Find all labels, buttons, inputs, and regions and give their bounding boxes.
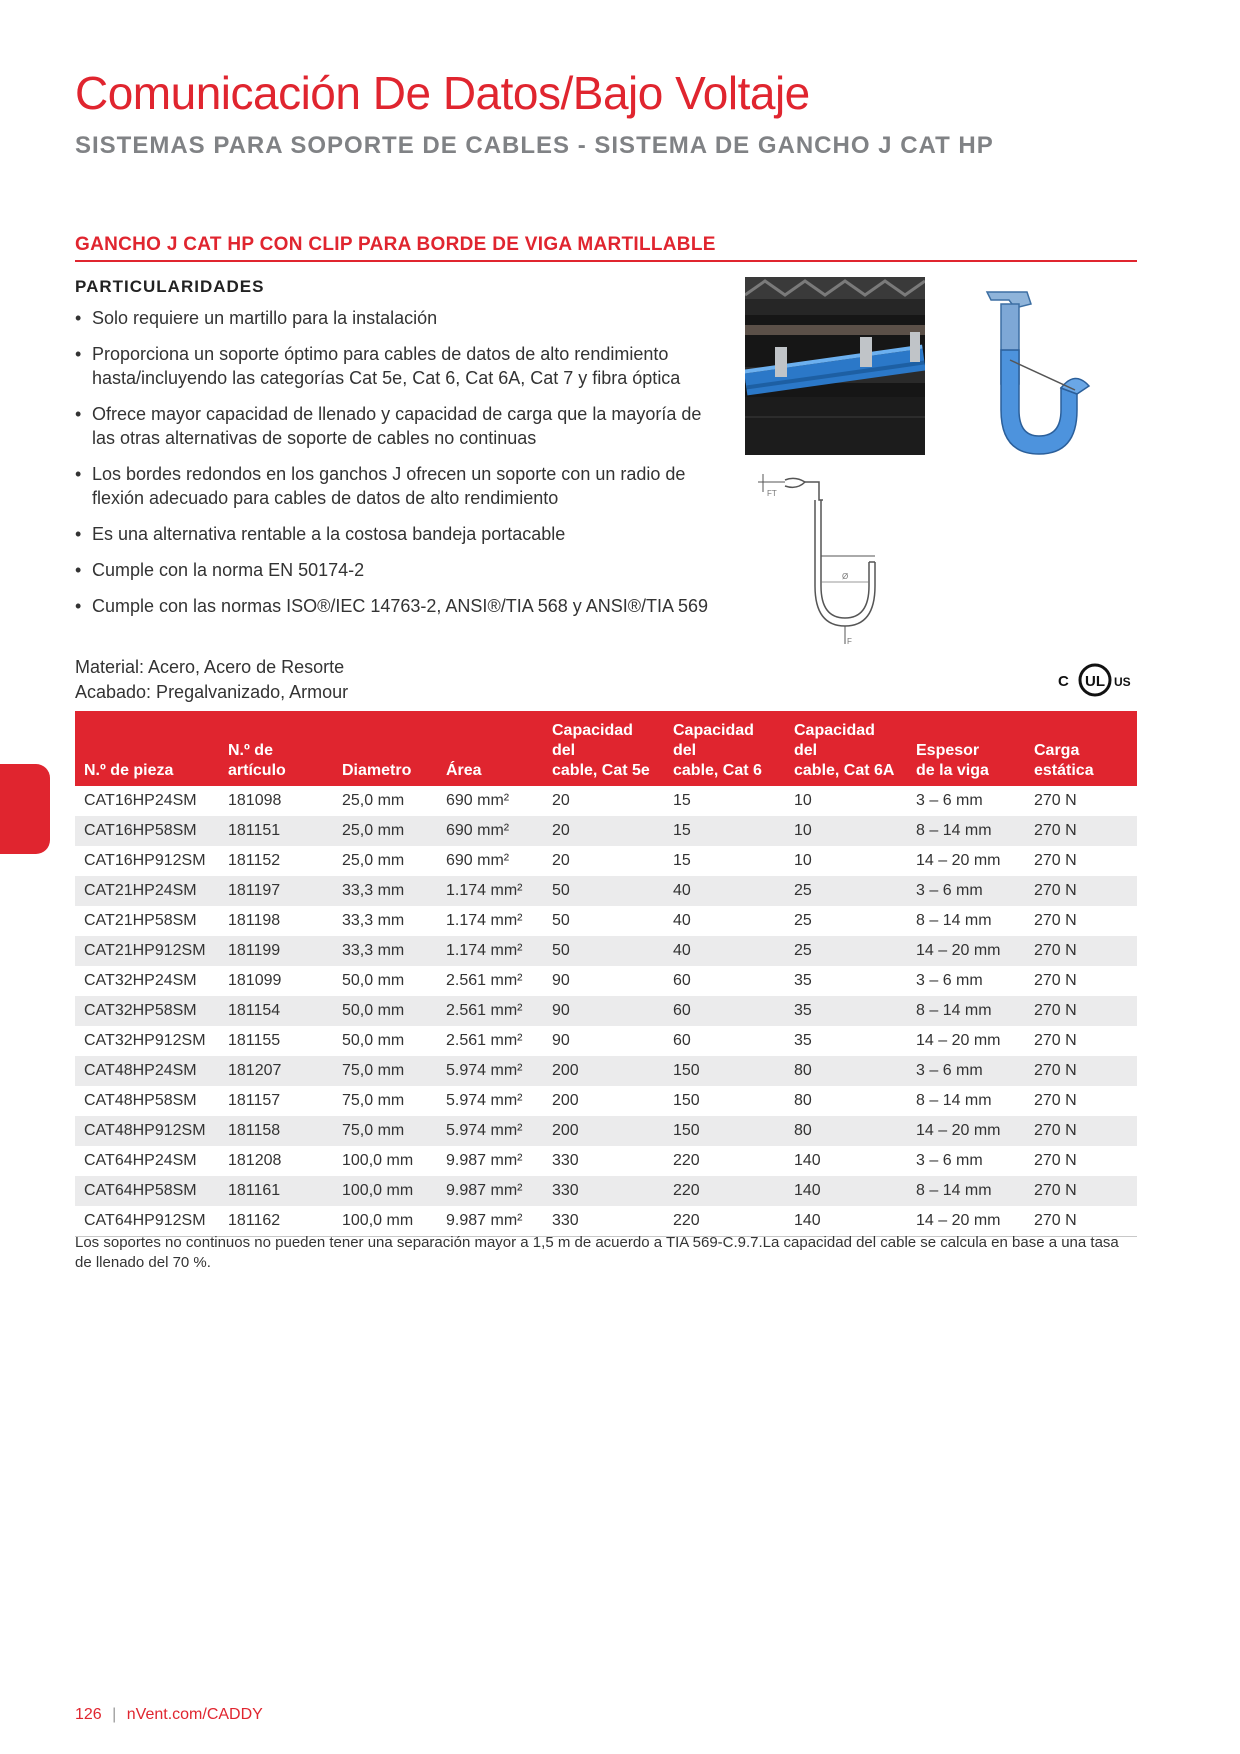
specifications-table xyxy=(75,711,1137,1237)
col-header-diameter: Diametro xyxy=(333,711,437,786)
cell-capacity-cat5e: 330 xyxy=(552,1152,579,1169)
cell-area: 1.174 mm² xyxy=(446,912,523,929)
cell-part-number: CAT16HP912SM xyxy=(84,852,206,869)
cell-static-load: 270 N xyxy=(1034,912,1077,929)
feature-item: • Solo requiere un martillo para la instalación xyxy=(75,306,715,330)
cell-static-load: 270 N xyxy=(1025,816,1137,846)
cell-beam-thickness: 3 – 6 mm xyxy=(907,1056,1025,1086)
cell-part-number: CAT21HP58SM xyxy=(84,912,197,929)
cell-capacity-cat5e: 20 xyxy=(543,816,664,846)
feature-item: • Ofrece mayor capacidad de llenado y capacidad de carga que la mayoría de las otras alternativas de soporte de cables no continuas xyxy=(75,402,715,450)
cell-capacity-cat5e: 90 xyxy=(543,996,664,1026)
cell-area: 9.987 mm² xyxy=(437,1176,543,1206)
cell-static-load: 270 N xyxy=(1025,1206,1137,1237)
cell-capacity-cat6: 150 xyxy=(664,1116,785,1146)
cell-diameter: 75,0 mm xyxy=(333,1116,437,1146)
cell-capacity-cat6a: 10 xyxy=(785,816,907,846)
cell-capacity-cat5e: 90 xyxy=(552,972,570,989)
features-heading: PARTICULARIDADES xyxy=(75,277,265,296)
cell-capacity-cat6: 60 xyxy=(673,1032,691,1049)
cell-capacity-cat6: 40 xyxy=(664,936,785,966)
cell-static-load: 270 N xyxy=(1025,996,1137,1026)
cell-beam-thickness: 8 – 14 mm xyxy=(907,816,1025,846)
cell-article-number: 181197 xyxy=(219,876,333,906)
cell-capacity-cat6: 60 xyxy=(673,972,691,989)
cell-diameter: 75,0 mm xyxy=(342,1092,405,1109)
cell-beam-thickness: 14 – 20 mm xyxy=(907,1206,1025,1237)
cell-beam-thickness: 3 – 6 mm xyxy=(916,972,983,989)
cell-part-number: CAT64HP58SM xyxy=(75,1176,219,1206)
cell-beam-thickness: 8 – 14 mm xyxy=(916,912,992,929)
table-row xyxy=(75,936,1137,966)
cell-part-number: CAT48HP24SM xyxy=(75,1056,219,1086)
website-link[interactable]: nVent.com/CADDY xyxy=(126,1706,263,1723)
cell-capacity-cat6: 150 xyxy=(673,1092,700,1109)
table-row xyxy=(75,816,1137,846)
table-row xyxy=(75,906,1137,936)
cell-capacity-cat5e: 50 xyxy=(543,876,664,906)
cell-beam-thickness: 3 – 6 mm xyxy=(916,1152,983,1169)
cell-beam-thickness: 8 – 14 mm xyxy=(907,996,1025,1026)
ul-c-label: C xyxy=(1058,673,1069,690)
cell-capacity-cat6: 220 xyxy=(673,1152,700,1169)
force-label: F xyxy=(847,637,852,646)
cell-capacity-cat5e: 20 xyxy=(552,792,570,809)
cell-diameter: 33,3 mm xyxy=(342,912,405,929)
cell-part-number: CAT21HP912SM xyxy=(75,936,219,966)
cell-article-number: 181099 xyxy=(228,972,282,989)
cell-capacity-cat6a: 80 xyxy=(785,1116,907,1146)
cell-diameter: 75,0 mm xyxy=(333,1056,437,1086)
cell-part-number: CAT32HP912SM xyxy=(84,1032,206,1049)
cell-diameter: 33,3 mm xyxy=(333,876,437,906)
cell-area: 5.974 mm² xyxy=(446,1092,523,1109)
cell-static-load: 270 N xyxy=(1034,852,1077,869)
cell-part-number: CAT48HP912SM xyxy=(75,1116,219,1146)
cell-capacity-cat5e: 20 xyxy=(552,852,570,869)
cell-area: 2.561 mm² xyxy=(437,996,543,1026)
product-heading: GANCHO J CAT HP CON CLIP PARA BORDE DE VIGA MARTILLABLE xyxy=(75,234,1137,262)
cell-capacity-cat6: 40 xyxy=(664,876,785,906)
col-header-capacity-cat5e: Capacidad del cable, Cat 5e xyxy=(543,711,664,786)
cell-static-load: 270 N xyxy=(1034,1152,1077,1169)
ul-label: UL xyxy=(1085,673,1105,690)
cell-static-load: 270 N xyxy=(1025,1056,1137,1086)
cell-part-number: CAT32HP58SM xyxy=(75,996,219,1026)
cell-diameter: 50,0 mm xyxy=(342,972,405,989)
cell-beam-thickness: 3 – 6 mm xyxy=(916,792,983,809)
cell-article-number: 181152 xyxy=(228,852,281,869)
footnote: Los soportes no continuos no pueden tener una separación mayor a 1,5 m de acuerdo a TIA 569-C.9.7.La capacidad del cable se calcula en base a una tasa de llenado del 70 %. xyxy=(75,1234,1119,1271)
cell-capacity-cat6a: 10 xyxy=(794,792,812,809)
cell-diameter: 50,0 mm xyxy=(333,996,437,1026)
cell-article-number: 181157 xyxy=(228,1092,281,1109)
cell-part-number: CAT64HP24SM xyxy=(84,1152,197,1169)
cell-beam-thickness: 8 – 14 mm xyxy=(916,1092,992,1109)
ft-label: FT xyxy=(767,489,777,498)
material-info xyxy=(75,655,348,705)
cell-area: 690 mm² xyxy=(446,792,510,809)
cell-diameter: 50,0 mm xyxy=(342,1032,405,1049)
feature-item: • Cumple con la norma EN 50174-2 xyxy=(75,558,715,582)
cell-capacity-cat5e: 200 xyxy=(543,1116,664,1146)
cell-capacity-cat6: 150 xyxy=(664,1056,785,1086)
cell-article-number: 181198 xyxy=(228,912,281,929)
product-image xyxy=(965,290,1095,460)
cell-static-load: 270 N xyxy=(1025,936,1137,966)
cell-beam-thickness: 14 – 20 mm xyxy=(907,1116,1025,1146)
cell-capacity-cat6: 15 xyxy=(673,792,691,809)
cell-diameter: 25,0 mm xyxy=(342,852,405,869)
cell-diameter: 100,0 mm xyxy=(333,1206,437,1237)
cell-area: 9.987 mm² xyxy=(437,1206,543,1237)
feature-item: • Cumple con las normas ISO®/IEC 14763-2, ANSI®/TIA 568 y ANSI®/TIA 569 xyxy=(75,594,715,618)
cell-diameter: 25,0 mm xyxy=(342,792,405,809)
cell-capacity-cat6: 15 xyxy=(664,816,785,846)
cell-part-number: CAT48HP58SM xyxy=(84,1092,197,1109)
cell-capacity-cat6a: 25 xyxy=(785,876,907,906)
cell-diameter: 33,3 mm xyxy=(333,936,437,966)
page-number: 126 xyxy=(75,1706,102,1723)
material-text: Material: Acero, Acero de Resorte xyxy=(75,657,345,677)
table-header-row xyxy=(75,711,1137,786)
cell-article-number: 181162 xyxy=(219,1206,333,1237)
feature-item: • Es una alternativa rentable a la costosa bandeja portacable xyxy=(75,522,715,546)
col-header-area: Área xyxy=(437,711,543,786)
cell-article-number: 181161 xyxy=(219,1176,333,1206)
cell-static-load: 270 N xyxy=(1034,1032,1077,1049)
installation-photo xyxy=(745,277,925,455)
cell-article-number: 181098 xyxy=(228,792,282,809)
cell-capacity-cat6: 220 xyxy=(664,1176,785,1206)
cell-capacity-cat5e: 50 xyxy=(552,912,570,929)
cell-article-number: 181207 xyxy=(219,1056,333,1086)
cell-article-number: 181158 xyxy=(219,1116,333,1146)
cell-static-load: 270 N xyxy=(1025,876,1137,906)
ul-certification-logo xyxy=(1058,661,1140,699)
cell-part-number: CAT16HP58SM xyxy=(75,816,219,846)
cell-beam-thickness: 14 – 20 mm xyxy=(907,936,1025,966)
cell-beam-thickness: 14 – 20 mm xyxy=(916,1032,1001,1049)
cell-capacity-cat6: 40 xyxy=(673,912,691,929)
cell-area: 2.561 mm² xyxy=(446,1032,523,1049)
cell-part-number: CAT16HP24SM xyxy=(84,792,197,809)
cell-area: 5.974 mm² xyxy=(437,1056,543,1086)
cell-area: 1.174 mm² xyxy=(437,876,543,906)
cell-article-number: 181155 xyxy=(228,1032,281,1049)
cell-part-number: CAT32HP24SM xyxy=(84,972,197,989)
page-title: Comunicación De Datos/Bajo Voltaje xyxy=(75,67,810,119)
cell-article-number: 181199 xyxy=(219,936,333,966)
section-tab xyxy=(0,764,50,854)
features-list xyxy=(75,306,715,630)
cell-capacity-cat5e: 200 xyxy=(543,1056,664,1086)
diameter-label: Ø xyxy=(842,572,849,581)
cell-capacity-cat6a: 140 xyxy=(785,1176,907,1206)
cell-article-number: 181151 xyxy=(219,816,333,846)
table-row xyxy=(75,1176,1137,1206)
cell-beam-thickness: 14 – 20 mm xyxy=(916,852,1001,869)
cell-static-load: 270 N xyxy=(1034,1092,1077,1109)
finish-text: Acabado: Pregalvanizado, Armour xyxy=(75,682,349,702)
col-header-beam-thickness: Espesor de la viga xyxy=(907,711,1025,786)
table-row xyxy=(75,1146,1137,1176)
technical-drawing xyxy=(755,466,905,652)
feature-item: • Proporciona un soporte óptimo para cables de datos de alto rendimiento hasta/incluyendo las categorías Cat 5e, Cat 6, Cat 6A, Cat 7 y fibra óptica xyxy=(75,342,715,390)
cell-capacity-cat5e: 90 xyxy=(552,1032,570,1049)
table-row xyxy=(75,846,1137,876)
cell-part-number: CAT64HP912SM xyxy=(75,1206,219,1237)
table-row xyxy=(75,996,1137,1026)
cell-capacity-cat6a: 25 xyxy=(785,936,907,966)
table-row xyxy=(75,1206,1137,1237)
table-row xyxy=(75,966,1137,996)
cell-static-load: 270 N xyxy=(1034,792,1077,809)
col-header-capacity-cat6: Capacidad del cable, Cat 6 xyxy=(664,711,785,786)
table-row xyxy=(75,876,1137,906)
col-header-article-number: N.º de artículo xyxy=(219,711,333,786)
table-row xyxy=(75,1086,1137,1116)
cell-capacity-cat6a: 140 xyxy=(785,1206,907,1237)
cell-static-load: 270 N xyxy=(1025,1116,1137,1146)
cell-beam-thickness: 8 – 14 mm xyxy=(907,1176,1025,1206)
cell-article-number: 181208 xyxy=(228,1152,282,1169)
cell-capacity-cat6a: 35 xyxy=(794,972,812,989)
cell-capacity-cat6: 60 xyxy=(664,996,785,1026)
table-row xyxy=(75,786,1137,816)
page-subtitle: SISTEMAS PARA SOPORTE DE CABLES - SISTEMA DE GANCHO J CAT HP xyxy=(75,132,994,159)
cell-area: 1.174 mm² xyxy=(437,936,543,966)
cell-area: 5.974 mm² xyxy=(437,1116,543,1146)
page-footer xyxy=(75,1706,263,1724)
cell-capacity-cat5e: 330 xyxy=(543,1206,664,1237)
cell-area: 2.561 mm² xyxy=(446,972,523,989)
cell-capacity-cat6a: 80 xyxy=(794,1092,812,1109)
col-header-capacity-cat6a: Capacidad del cable, Cat 6A xyxy=(785,711,907,786)
cell-capacity-cat6: 220 xyxy=(664,1206,785,1237)
cell-capacity-cat6a: 35 xyxy=(785,996,907,1026)
cell-diameter: 100,0 mm xyxy=(333,1176,437,1206)
cell-beam-thickness: 3 – 6 mm xyxy=(907,876,1025,906)
cell-diameter: 100,0 mm xyxy=(342,1152,414,1169)
cell-capacity-cat5e: 200 xyxy=(552,1092,579,1109)
cell-static-load: 270 N xyxy=(1034,972,1077,989)
footer-separator: | xyxy=(112,1706,117,1723)
cell-static-load: 270 N xyxy=(1025,1176,1137,1206)
cell-diameter: 25,0 mm xyxy=(333,816,437,846)
cell-capacity-cat6a: 80 xyxy=(785,1056,907,1086)
table-row xyxy=(75,1056,1137,1086)
cell-article-number: 181154 xyxy=(219,996,333,1026)
cell-capacity-cat6a: 25 xyxy=(794,912,812,929)
cell-capacity-cat5e: 330 xyxy=(543,1176,664,1206)
feature-item: • Los bordes redondos en los ganchos J ofrecen un soporte con un radio de flexión adecuado para cables de datos de alto rendimiento xyxy=(75,462,715,510)
cell-capacity-cat5e: 50 xyxy=(543,936,664,966)
cell-capacity-cat6a: 10 xyxy=(794,852,812,869)
cell-capacity-cat6: 15 xyxy=(673,852,691,869)
col-header-static-load: Carga estática xyxy=(1025,711,1137,786)
ul-us-label: US xyxy=(1114,675,1131,689)
cell-capacity-cat6a: 35 xyxy=(794,1032,812,1049)
cell-area: 690 mm² xyxy=(446,852,510,869)
cell-part-number: CAT21HP24SM xyxy=(75,876,219,906)
cell-area: 690 mm² xyxy=(437,816,543,846)
cell-capacity-cat6a: 140 xyxy=(794,1152,821,1169)
table-row xyxy=(75,1116,1137,1146)
col-header-part-number: N.º de pieza xyxy=(75,711,219,786)
table-row xyxy=(75,1026,1137,1056)
cell-area: 9.987 mm² xyxy=(446,1152,523,1169)
